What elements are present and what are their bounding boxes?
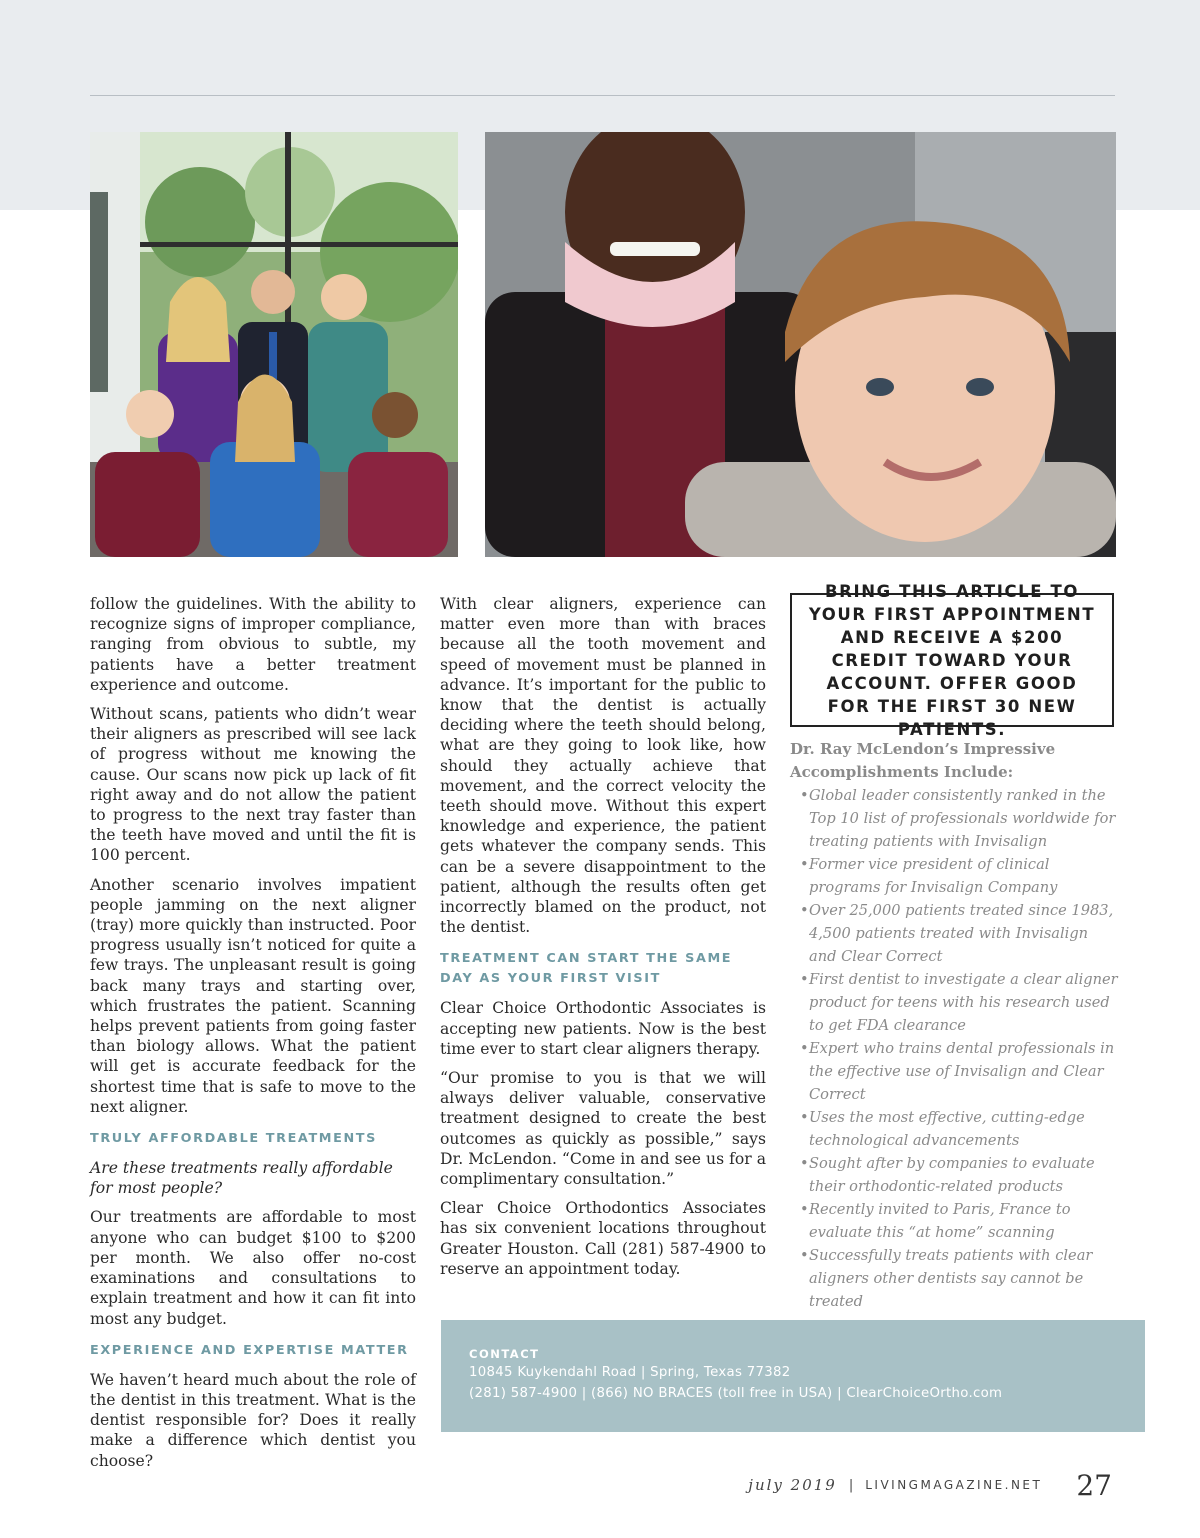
accomplishments-panel	[790, 738, 1120, 1313]
footer-issue-date: july 2019	[748, 1476, 837, 1494]
list-item: • Global leader consistently ranked in the Top 10 list of professionals worldwide for treating patients with Invisalign	[790, 784, 1120, 853]
paragraph: Clear Choice Orthodontics Associates has six convenient locations throughout Greater Houston. Call (281) 587-4900 to reserve an appointment today.	[440, 1199, 766, 1278]
list-item: • Recently invited to Paris, France to evaluate this “at home” scanning	[790, 1198, 1120, 1244]
accomplishments-list	[790, 784, 1120, 1313]
offer-box	[790, 581, 1114, 739]
contact-label: CONTACT	[469, 1347, 540, 1361]
paragraph: Our treatments are affordable to most anyone who can budget $100 to $200 per month. We also offer no-cost examinations and consultations to explain treatment and how it can fit into most any budget.	[90, 1208, 416, 1328]
paragraph: follow the guidelines. With the ability to recognize signs of improper compliance, ranging from obvious to subtle, my patients have a better treatment experience and outcome.	[90, 595, 416, 694]
list-item: • Former vice president of clinical programs for Invisalign Company	[790, 853, 1120, 899]
list-item: • Expert who trains dental professionals in the effective use of Invisalign and Clear Correct	[790, 1037, 1120, 1106]
footer-separator: |	[848, 1477, 854, 1493]
paragraph: Clear Choice Orthodontic Associates is accepting new patients. Now is the best time ever to start clear aligners therapy.	[440, 999, 766, 1058]
paragraph: Another scenario involves impatient people jamming on the next aligner (tray) more quickly than instructed. Poor progress usually isn’t noticed for quite a few trays. The unpleasant result is going back many trays and starting over, which frustrates the patient. Scanning helps prevent patients from going faster than biology allows. What the patient will get is accurate feedback for the shortest time that is safe to move to the next aligner.	[90, 875, 416, 1116]
page-number: 27	[1076, 1468, 1112, 1502]
paragraph: We haven’t heard much about the role of the dentist in this treatment. What is the dentist responsible for? Does it really make a difference which dentist you choose?	[90, 1370, 416, 1470]
question-text: Are these treatments really affordable for most people?	[90, 1159, 393, 1198]
subhead-same-day: TREATMENT CAN START THE SAME DAY AS YOUR FIRST VISIT	[440, 951, 733, 987]
list-item: • Uses the most effective, cutting-edge technological advancements	[790, 1106, 1120, 1152]
footer-site: LIVINGMAGAZINE.NET	[865, 1478, 1043, 1492]
team-photo	[90, 132, 458, 557]
list-item: • Over 25,000 patients treated since 1983, 4,500 patients treated with Invisalign and Clear Correct	[790, 899, 1120, 968]
page-footer	[748, 1470, 1112, 1500]
subhead-affordable: TRULY AFFORDABLE TREATMENTS	[90, 1131, 377, 1147]
list-item: • Successfully treats patients with clear aligners other dentists say cannot be treated	[790, 1244, 1120, 1313]
contact-phones: (281) 587-4900 | (866) NO BRACES (toll free in USA) | ClearChoiceOrtho.com	[469, 1386, 1003, 1401]
paragraph: Without scans, patients who didn’t wear their aligners as prescribed will see lack of progress without me knowing the cause. Our scans now pick up lack of fit right away and do not allow the patient to progress to the next tray faster than the teeth have moved and until the fit is 100 percent.	[90, 705, 416, 865]
article-column-1	[90, 594, 416, 1480]
paragraph: “Our promise to you is that we will always deliver valuable, conservative treatment designed to create the best outcomes as quickly as possible,” says Dr. McLendon. “Come in and see us for a complimentary consultation.”	[440, 1069, 766, 1189]
top-rule	[90, 95, 1115, 96]
patients-photo	[485, 132, 1116, 557]
offer-text: BRING THIS ARTICLE TO YOUR FIRST APPOINTMENT AND RECEIVE A $200 CREDIT TOWARD YOUR ACCOUNT. OFFER GOOD FOR THE FIRST 30 NEW PATIENTS.	[808, 581, 1096, 739]
subhead-experience: EXPERIENCE AND EXPERTISE MATTER	[90, 1342, 409, 1358]
list-item: • First dentist to investigate a clear aligner product for teens with his research used to get FDA clearance	[790, 968, 1120, 1037]
paragraph: With clear aligners, experience can matter even more than with braces because all the tooth movement and speed of movement must be planned in advance. It’s important for the public to know that the dentist is actually deciding where the teeth should belong, what are they going to look like, how should they actually achieve that movement, and the correct velocity the teeth should move. Without this expert knowledge and experience, the patient gets whatever the company sends. This can be a severe disappointment to the patient, although the results often get incorrectly blamed on the product, not the dentist.	[440, 595, 766, 937]
accomplishments-heading: Dr. Ray McLendon’s Impressive Accomplishments Include:	[790, 740, 1056, 781]
contact-address: 10845 Kuykendahl Road | Spring, Texas 77382	[469, 1365, 791, 1380]
contact-box	[441, 1320, 1145, 1432]
article-column-2	[440, 594, 766, 1288]
list-item: • Sought after by companies to evaluate their orthodontic-related products	[790, 1152, 1120, 1198]
